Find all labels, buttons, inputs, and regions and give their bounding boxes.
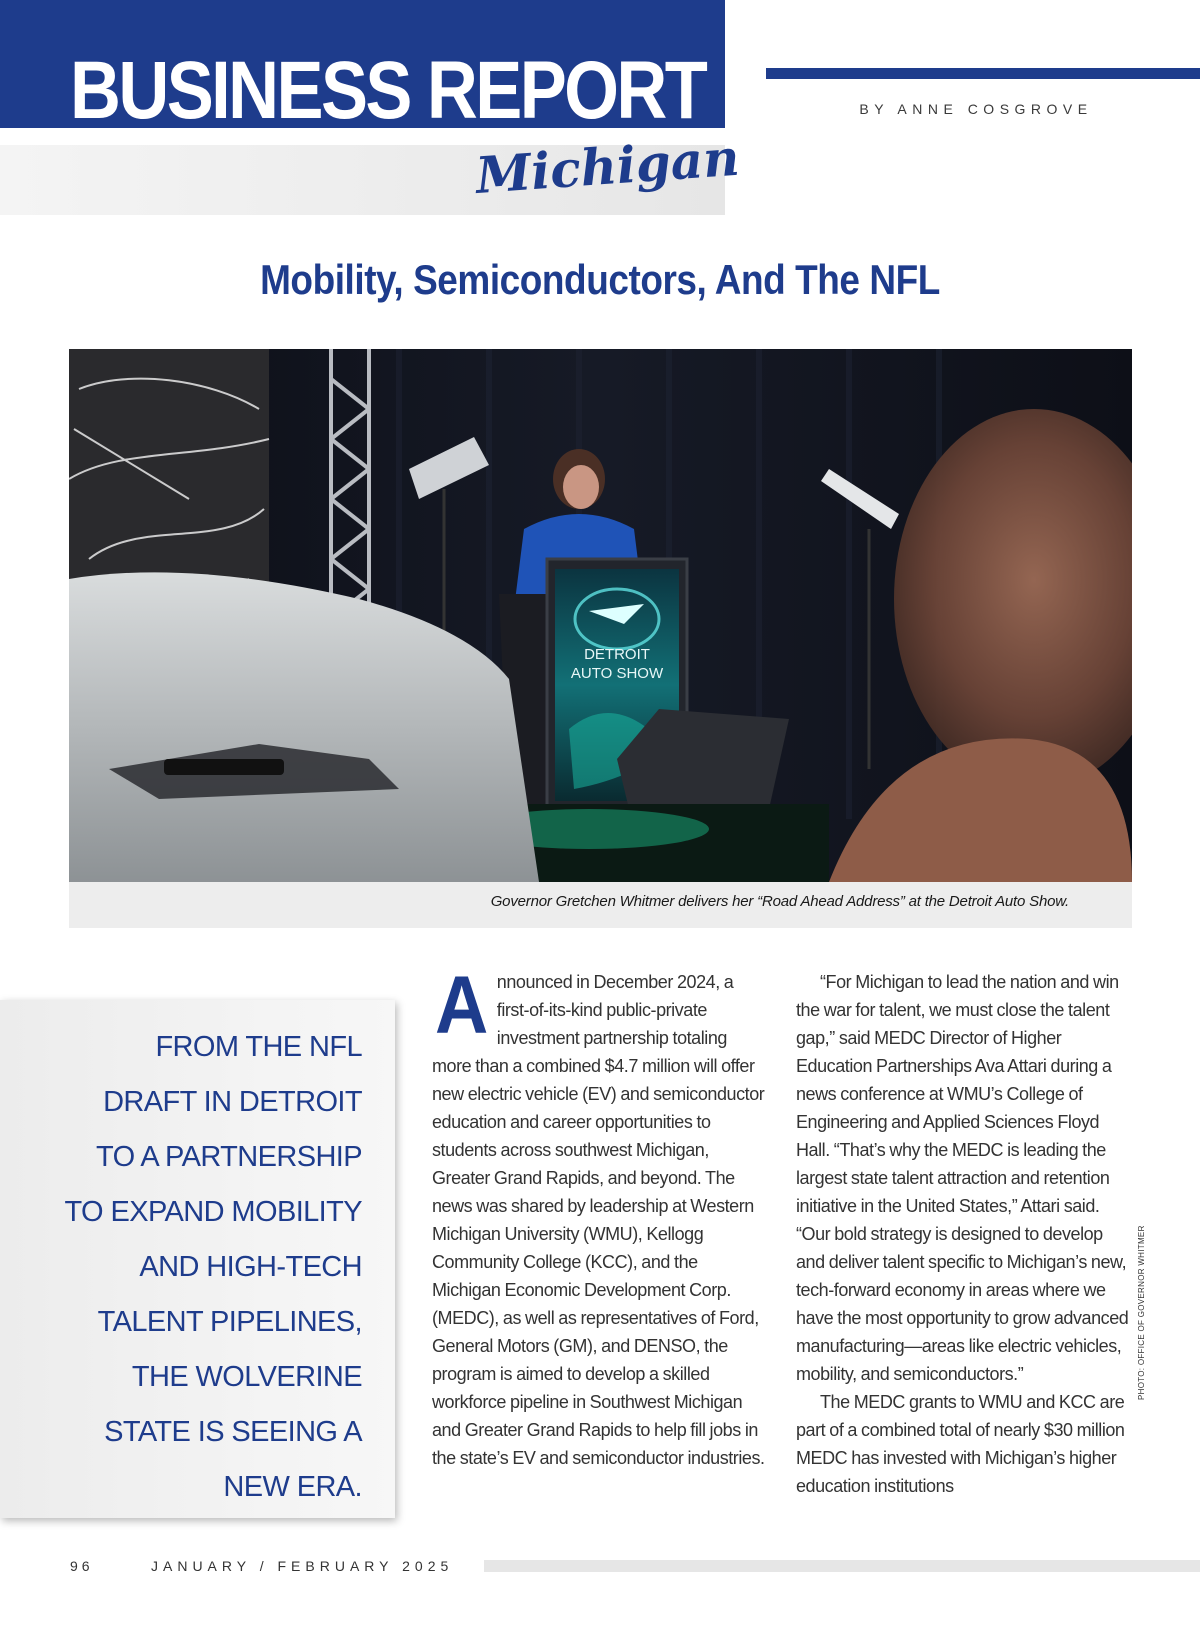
footer-bar (484, 1560, 1200, 1572)
body-paragraph: The MEDC grants to WMU and KCC are part of a combined total of nearly $30 million MEDC has invested with Michigan’s higher education institutions (796, 1392, 1125, 1496)
photo-credit: PHOTO: OFFICE OF GOVERNOR WHITMER (1137, 1225, 1146, 1400)
photo-illustration (69, 349, 1132, 882)
masthead-title: BUSINESS REPORT (70, 45, 706, 136)
body-paragraph: “For Michigan to lead the nation and win the war for talent, we must close the talent gap,” said MEDC Director of Higher Education Partnerships Ava Attari during a news conference at WMU’s College of Engineering and Applied Sciences Floyd Hall. “That’s why the MEDC is leading the largest state talent attraction and retention initiative in the United States,” Attari said. “Our bold strategy is designed to develop and deliver talent specific to Michigan’s new, tech-forward economy in areas where we have the most opportunity to grow advanced manufacturing—areas like electric vehicles, mobility, and semiconductors.” (796, 972, 1129, 1384)
podium-text-line2: AUTO SHOW (570, 665, 664, 682)
article-photo (69, 349, 1132, 882)
photo-caption: Governor Gretchen Whitmer delivers her “Road Ahead Address” at the Detroit Auto Show. (490, 893, 1069, 910)
header-rule (766, 68, 1200, 79)
page-number: 96 (70, 1558, 94, 1574)
article-column-1 (432, 960, 767, 1472)
masthead-subtitle: Michigan (473, 127, 742, 205)
article-column-2 (796, 968, 1131, 1500)
body-paragraph: nnounced in December 2024, a first-of-its-kind public-private investment partnership totaling more than a combined $4.7 million will offer new electric vehicle (EV) and semiconductor education and career opportunities to students across southwest Michigan, Greater Grand Rapids, and beyond. The news was shared by leadership at Western Michigan University (WMU), Kellogg Community College (KCC), and the Michigan Economic Development Corp. (MEDC), as well as representatives of Ford, General Motors (GM), and DENSO, the program is aimed to develop a skilled workforce pipeline in Southwest Michigan and Greater Grand Rapids to help fill jobs in the state’s EV and semiconductor industries. (432, 972, 765, 1468)
drop-cap: A (434, 960, 488, 1051)
podium-text-line1: DETROIT (584, 646, 650, 663)
pull-quote: FROM THE NFL DRAFT IN DETROIT TO A PARTNERSHIP TO EXPAND MOBILITY AND HIGH-TECH TALENT PIPELINES, THE WOLVERINE STATE IS SEEING A NEW ERA. (64, 1031, 362, 1503)
issue-date: JANUARY / FEBRUARY 2025 (151, 1558, 454, 1574)
article-headline: Mobility, Semiconductors, And The NFL (260, 256, 940, 303)
byline: BY ANNE COSGROVE (859, 101, 1093, 117)
